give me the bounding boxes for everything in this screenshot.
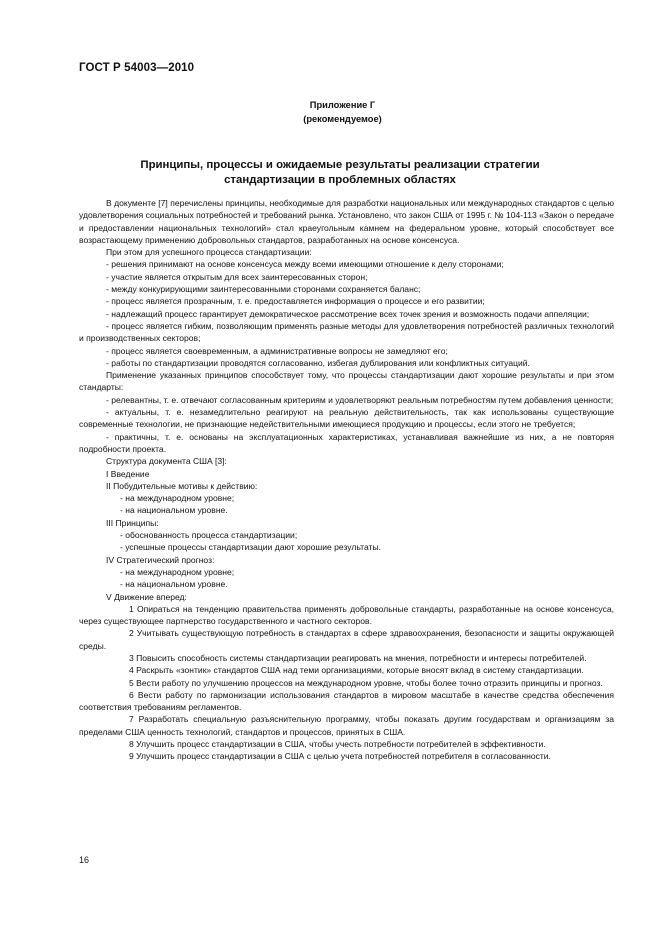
list-item: - надлежащий процесс гарантирует демократическое рассмотрение всех точек зрения и возможность подачи аппеляции;	[106, 308, 590, 319]
page-number: 16	[79, 855, 90, 865]
numbered-item: 1 Опираться на тенденцию правительства применять добровольные стандарты, разработанные на основе консенсуса, через существующее партнерство государственного и частного секторов.	[79, 603, 614, 627]
numbered-item: 9 Улучшить процесс стандартизации в США с целью учета потребностей потребителя в согласованности.	[129, 751, 551, 762]
list-item: - актуальны, т. е. незамедлительно реагируют на реальную действительность, так как использованы существующие современные технологии, не признающие недействительными имеющиеся продукцию и процессы, если этого не требуется;	[79, 407, 614, 430]
list-item: - участие является открытым для всех заинтересованных сторон;	[106, 271, 368, 282]
title-line-2: стандартизации в проблемных областях	[224, 173, 456, 186]
structure-subitem: - на международном уровне;	[120, 566, 235, 577]
numbered-item: 2 Учитывать существующую потребность в стандартах в сфере здравоохранения, безопасности и защиты окружающей среды.	[79, 628, 614, 651]
list-item: - релевантны, т. е. отвечают согласованным критериям и удовлетворяют реальным потребностям путем добавления ценности;	[106, 394, 614, 405]
paragraph: При этом для успешного процесса стандартизации:	[106, 247, 312, 258]
structure-item: I Введение	[106, 468, 150, 479]
annex-label: Приложение Г	[309, 100, 376, 110]
structure-subitem: - на международном уровне;	[120, 493, 235, 504]
section-title	[120, 158, 560, 187]
document-body	[79, 197, 614, 763]
numbered-item: 5 Вести работу по улучшению процессов на международном уровне, чтобы более точно отразить принципы и прогноз.	[129, 677, 603, 688]
annex-status: (рекомендуемое)	[303, 114, 382, 124]
list-item: - между конкурирующими заинтересованными сторонами сохраняется баланс;	[106, 284, 421, 295]
title-line-1: Принципы, процессы и ожидаемые результаты реализации стратегии	[140, 159, 540, 171]
annex-heading	[0, 98, 661, 126]
numbered-item: 7 Разработать специальную разъяснительную программу, чтобы показать другим государствам и организациям за пределами США ценность технологий, стандартов и процессов, принятых в США.	[79, 714, 614, 737]
list-item: - процесс является гибким, позволяющим применять разные методы для удовлетворения потребностей различных технологий и производственных секторов;	[79, 320, 614, 344]
numbered-item: 6 Вести работу по гармонизации использования стандартов в мировом масштабе в качестве средства обеспечения соответствия требованиям регламентов.	[79, 689, 614, 713]
structure-item: IV Стратегический прогноз:	[106, 554, 215, 565]
numbered-item: 8 Улучшить процесс стандартизации в США, чтобы учесть потребности потребителей в эффективности.	[129, 739, 546, 750]
list-item: - решения принимают на основе консенсуса между всеми имеющими отношение к делу сторонами;	[106, 259, 504, 270]
structure-subitem: - на национальном уровне.	[120, 579, 228, 590]
list-item: - процесс является своевременным, а административные вопросы не замедляют его;	[106, 345, 448, 356]
structure-subitem: - на национальном уровне.	[120, 505, 228, 516]
structure-item: III Принципы:	[106, 517, 159, 528]
numbered-item: 4 Раскрыть «зонтик» стандартов США над теми организациями, которые вносят вклад в систему стандартизации.	[129, 665, 584, 676]
list-item: - работы по стандартизации проводятся согласованно, избегая дублирования или конфликтных ситуаций.	[106, 357, 530, 368]
structure-item: II Побудительные мотивы к действию:	[106, 480, 258, 491]
list-item: - практичны, т. е. основаны на эксплуатационных характеристиках, устанавливая важнейшие из них, а не повторяя подробности проекта.	[79, 431, 614, 454]
numbered-item: 3 Повысить способность системы стандартизации реагировать на мнения, потребности и интересы потребителей.	[129, 652, 587, 663]
list-item: - процесс является прозрачным, т. е. предоставляется информация о процессе и его развитии;	[106, 296, 485, 307]
document-header: ГОСТ Р 54003—2010	[79, 62, 195, 74]
paragraph: Применение указанных принципов способствует тому, что процессы стандартизации дают хорошие результаты и при этом стандарты:	[79, 370, 614, 393]
paragraph: Структура документа США [3]:	[106, 456, 227, 467]
paragraph: В документе [7] перечислены принципы, необходимые для разработки национальных или международных стандартов с целью удовлетворения социальных потребностей и требований рынка. Установлено, что закон США от 1995 г. № 104-113 «Закон о передаче и предоставлении национальных технологий» стал краеугольным камнем на федеральном уровне, который способствует все возрастающему применению добровольных стандартов, разработанных на основе консенсуса.	[79, 198, 615, 245]
structure-subitem: - обоснованность процесса стандартизации;	[120, 530, 298, 541]
structure-item: V Движение вперед:	[106, 591, 187, 602]
structure-subitem: - успешные процессы стандартизации дают хорошие результаты.	[120, 542, 381, 553]
